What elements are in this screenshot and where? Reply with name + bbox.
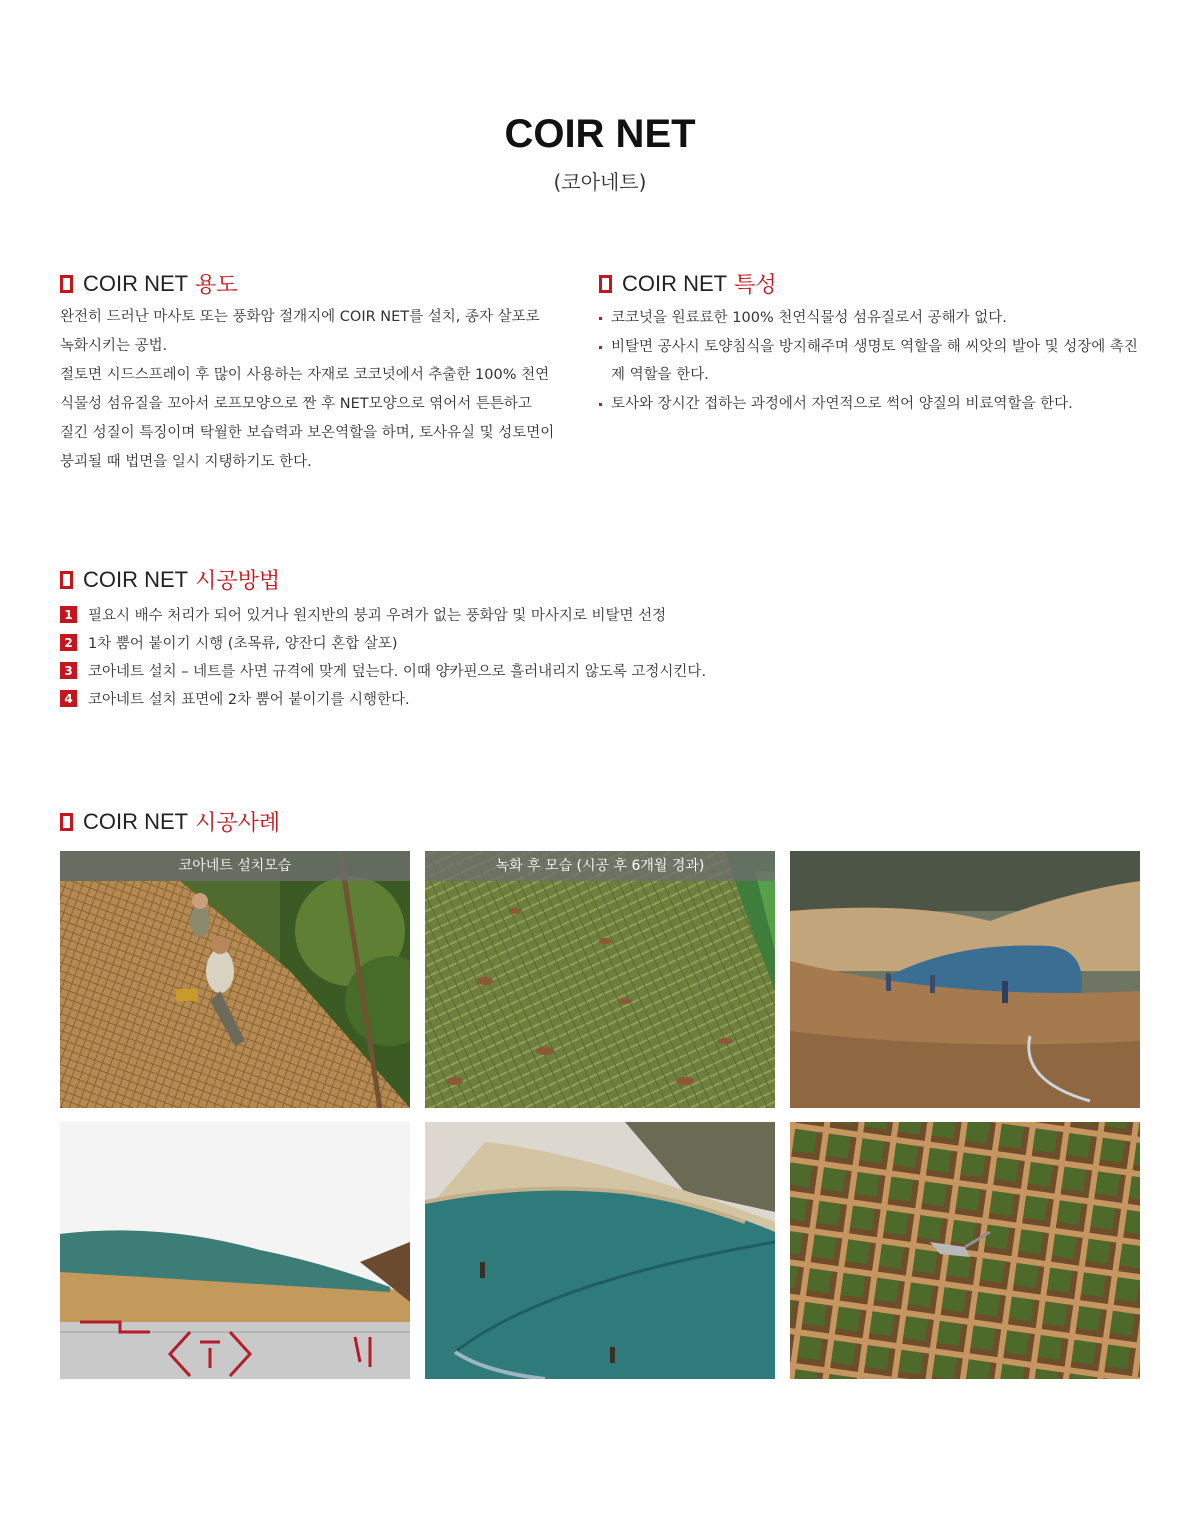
case-photo-net-closeup: [790, 1122, 1140, 1379]
feature-item: 코코넛을 원료료한 100% 천연식물성 섬유질로서 공해가 없다.: [599, 304, 1144, 333]
usage-line: 붕괴될 때 법면을 일시 지탱하기도 한다.: [60, 454, 312, 470]
usage-line: 식물성 섬유질을 꼬아서 로프모양으로 짠 후 NET모양으로 엮어서 튼튼하고: [60, 396, 532, 412]
usage-line: 완전히 드러난 마사토 또는 풍화암 절개지에 COIR NET를 설치, 종자 살포로: [60, 309, 540, 325]
method-heading-ko: 시공방법: [195, 569, 281, 594]
method-heading: [60, 564, 280, 595]
cases-heading: [60, 806, 280, 837]
heading-marker-icon: [599, 275, 612, 293]
step-item: [60, 689, 1140, 708]
features-heading-ko: 특성: [734, 273, 777, 298]
features-heading: [599, 268, 777, 299]
case-photo-greening: [425, 851, 775, 1108]
case-photo-installation: [60, 851, 410, 1108]
cases-heading-en: COIR NET: [83, 808, 189, 834]
step-item: [60, 661, 1140, 680]
heading-marker-icon: [60, 813, 73, 831]
usage-heading-en: COIR NET: [83, 270, 189, 296]
features-list: [599, 304, 1144, 418]
heading-marker-icon: [60, 571, 73, 589]
step-text: 코아네트 설치 표면에 2차 뿜어 붙이기를 시행한다.: [88, 692, 410, 708]
usage-line: 녹화시키는 공법.: [60, 338, 168, 354]
step-item: [60, 633, 1140, 652]
feature-item: 비탈면 공사시 토양침식을 방지해주며 생명토 역할을 해 씨앗의 발아 및 성장에 촉진제 역할을 한다.: [599, 333, 1144, 390]
cases-heading-ko: 시공사례: [195, 811, 281, 836]
step-item: [60, 605, 1140, 624]
usage-line: 질긴 성질이 특징이며 탁월한 보습력과 보온역할을 하며, 토사유실 및 성토면이: [60, 425, 555, 441]
features-heading-en: COIR NET: [622, 270, 728, 296]
usage-line: 절토면 시드스프레이 후 많이 사용하는 자재로 코코넛에서 추출한 100% 천연: [60, 367, 550, 383]
case-photo-site-spray: [790, 851, 1140, 1108]
step-number-badge: 2: [60, 634, 77, 651]
method-heading-en: COIR NET: [83, 566, 189, 592]
photo-caption: 녹화 후 모습 (시공 후 6개월 경과): [425, 851, 775, 881]
usage-heading: [60, 268, 238, 299]
page-title: COIR NET: [504, 112, 696, 156]
step-text: 1차 뿜어 붙이기 시행 (초목류, 양잔디 혼합 살포): [88, 636, 398, 652]
step-number-badge: 1: [60, 606, 77, 623]
usage-heading-ko: 용도: [195, 273, 238, 298]
photo-caption: 코아네트 설치모습: [60, 851, 410, 881]
page-subtitle: (코아네트): [553, 170, 647, 194]
usage-description: [60, 303, 560, 477]
heading-marker-icon: [60, 275, 73, 293]
method-steps: [60, 605, 1140, 717]
feature-item: 토사와 장시간 접하는 과정에서 자연적으로 썩어 양질의 비료역할을 한다.: [599, 390, 1144, 419]
case-photo-green-net-slope: [425, 1122, 775, 1379]
step-text: 코아네트 설치 – 네트를 사면 규격에 맞게 덮는다. 이때 양카핀으로 흘러내리지 않도록 고정시킨다.: [88, 664, 707, 680]
case-photo-retaining-wall: [60, 1122, 410, 1379]
step-number-badge: 4: [60, 690, 77, 707]
step-text: 필요시 배수 처리가 되어 있거나 원지반의 붕괴 우려가 없는 풍화암 및 마사지로 비탈면 선정: [88, 608, 667, 624]
step-number-badge: 3: [60, 662, 77, 679]
